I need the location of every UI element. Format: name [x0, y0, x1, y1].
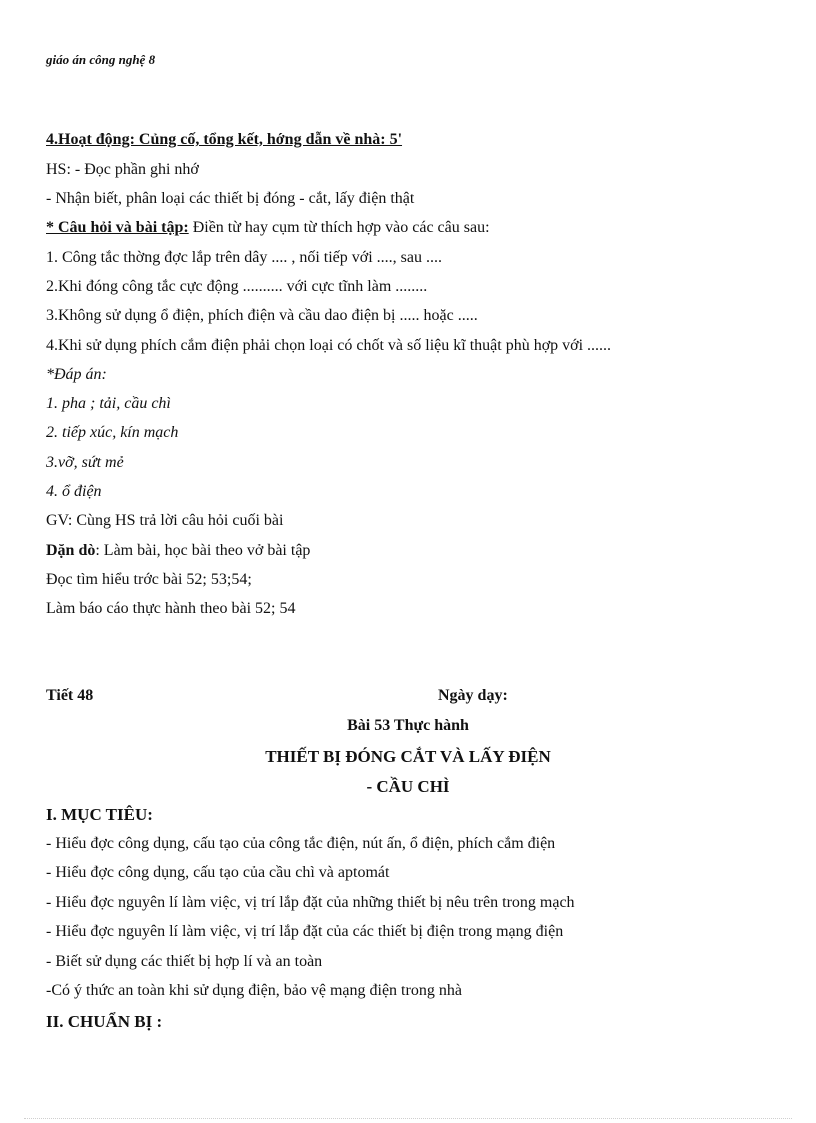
- answer-item: 2. tiếp xúc, kín mạch: [46, 424, 179, 441]
- date-label: Ngày dạy:: [438, 687, 508, 704]
- homework-label: Dặn dò: [46, 542, 96, 559]
- objective-item: - Hiểu đợc nguyên lí làm việc, vị trí lắp đặt của các thiết bị điện trong mạng điện: [46, 923, 564, 940]
- answer-label: *Đáp án:: [46, 366, 107, 383]
- question-item: 2.Khi đóng công tắc cực động .......... với cực tĩnh làm ........: [46, 278, 428, 295]
- report-line: Làm báo cáo thực hành theo bài 52; 54: [46, 600, 296, 617]
- page-header: giáo án công nghệ 8: [46, 52, 156, 67]
- homework-line: [46, 541, 310, 561]
- text-line: - Nhận biết, phân loại các thiết bị đóng - cắt, lấy điện thật: [46, 190, 415, 207]
- text-line: HS: - Đọc phần ghi nhớ: [46, 161, 199, 178]
- homework-text: : Làm bài, học bài theo vở bài tập: [95, 542, 311, 559]
- answer-item: 3.vỡ, sứt mẻ: [46, 454, 124, 471]
- objective-item: - Hiểu đợc nguyên lí làm việc, vị trí lắp đặt của những thiết bị nêu trên trong mạch: [46, 894, 575, 911]
- read-line: Đọc tìm hiểu trớc bài 52; 53;54;: [46, 571, 252, 588]
- question-item: 3.Không sử dụng ổ điện, phích điện và cầu dao điện bị ..... hoặc .....: [46, 307, 478, 324]
- answer-item: 4. ổ điện: [46, 483, 102, 500]
- lesson-title: Bài 53 Thực hành: [347, 717, 469, 734]
- objectives-heading: I. MỤC TIÊU:: [46, 805, 153, 824]
- objective-item: - Hiểu đợc công dụng, cấu tạo của cầu chì và aptomát: [46, 864, 390, 881]
- objective-item: - Biết sử dụng các thiết bị hợp lí và an toàn: [46, 953, 323, 970]
- activity-heading: 4.Hoạt động: Củng cố, tổng kết, hớng dẫn về nhà: 5': [46, 131, 403, 148]
- topic-title: THIẾT BỊ ĐÓNG CẮT VÀ LẤY ĐIỆN: [265, 747, 551, 766]
- question-item: 4.Khi sử dụng phích cắm điện phải chọn loại có chốt và số liệu kĩ thuật phù hợp với ......: [46, 337, 612, 354]
- period-label: Tiết 48: [46, 687, 94, 704]
- gv-line: GV: Cùng HS trả lời câu hỏi cuối bài: [46, 512, 284, 529]
- preparation-heading: II. CHUẨN BỊ :: [46, 1012, 163, 1031]
- exercise-label: * Câu hỏi và bài tập:: [46, 219, 189, 236]
- page-divider: [24, 1118, 792, 1119]
- answer-item: 1. pha ; tải, cầu chì: [46, 395, 171, 412]
- exercise-text: Điền từ hay cụm từ thích hợp vào các câu sau:: [188, 219, 490, 236]
- objective-item: -Có ý thức an toàn khi sử dụng điện, bảo vệ mạng điện trong nhà: [46, 982, 462, 999]
- objective-item: - Hiểu đợc công dụng, cấu tạo của công tắc điện, nút ấn, ổ điện, phích cắm điện: [46, 835, 556, 852]
- exercise-line: [46, 218, 490, 238]
- subtopic-title: - CẦU CHÌ: [366, 777, 450, 796]
- question-item: 1. Công tắc thờng đợc lắp trên dây .... , nối tiếp với ...., sau ....: [46, 249, 442, 266]
